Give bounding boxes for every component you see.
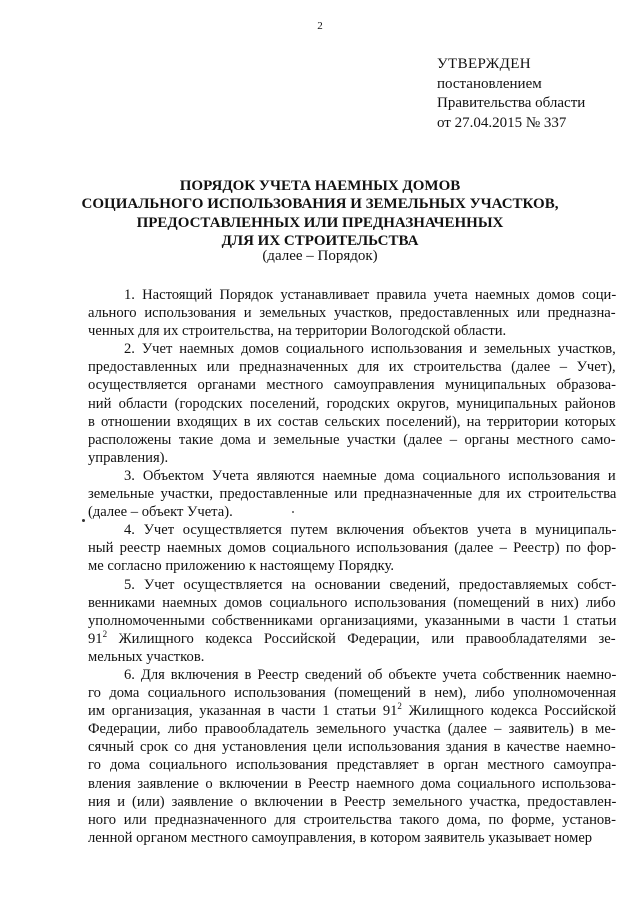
scan-speck xyxy=(292,511,294,513)
paragraph-line: 2. Учет наемных домов социального использования и земельных участков, xyxy=(124,341,616,358)
paragraph-line: 1. Настоящий Порядок устанавливает правила учета наемных домов соци- xyxy=(124,287,617,303)
paragraph xyxy=(88,521,616,575)
title-line: ПРЕДОСТАВЛЕННЫХ ИЛИ ПРЕДНАЗНАЧЕННЫХ xyxy=(136,214,504,231)
paragraph xyxy=(88,286,616,340)
approval-stamp xyxy=(437,55,585,133)
paragraph-line: ме согласно приложению к настоящему Порядку. xyxy=(88,558,394,575)
page-number: 2 xyxy=(317,20,323,32)
paragraph-line: сячный срок со дня установления цели использования здания в качестве наемно- xyxy=(88,739,616,756)
approval-heading: УТВЕРЖДЕН xyxy=(437,56,532,72)
approval-line: Правительства области xyxy=(437,95,586,111)
paragraph-line: управления). xyxy=(88,449,169,466)
approval-line: постановлением xyxy=(437,75,542,92)
paragraph-line: осуществляется органами местного самоуправления муниципальных образова- xyxy=(88,377,617,394)
paragraph-line: ленной органом местного самоуправления, в котором заявитель указывает номер xyxy=(88,829,593,846)
paragraph-line: го дома социального использования представляет в орган местного самоупра- xyxy=(88,757,617,774)
paragraph-line: 3. Объектом Учета являются наемные дома социального использования и xyxy=(124,467,616,484)
paragraph-line: ченных для их строительства, на территории Вологодской области. xyxy=(88,323,507,340)
paragraph-line: ния и (или) заявление о включении в Реестр земельного участка, предоставлен- xyxy=(88,793,617,810)
title-line: СОЦИАЛЬНОГО ИСПОЛЬЗОВАНИЯ И ЗЕМЕЛЬНЫХ УЧАСТКОВ, xyxy=(81,196,559,213)
paragraph xyxy=(88,467,616,521)
margin-dot xyxy=(82,519,85,522)
paragraph-line: ний области (городских поселений, городских округов, муниципальных районов xyxy=(88,395,616,412)
paragraph xyxy=(88,666,616,847)
paragraph-line: венниками наемных домов социального использования (помещений в них) либо xyxy=(88,594,616,611)
paragraph-line: 6. Для включения в Реестр сведений об объекте учета собственник наемно- xyxy=(124,666,617,683)
document-subtitle: (далее – Порядок) xyxy=(262,248,378,264)
paragraph xyxy=(88,340,616,467)
paragraph-line: земельные участки, предоставленные или предназначенные для их строительства xyxy=(88,486,617,503)
paragraph-line: 4. Учет осуществляется путем включения объектов учета в муниципаль- xyxy=(124,522,617,539)
paragraph-line: (далее – объект Учета). xyxy=(88,504,233,521)
paragraph xyxy=(88,576,616,666)
paragraph-line: ный реестр наемных домов социального использования (далее – Реестр) по фор- xyxy=(88,540,617,557)
title-line: ДЛЯ ИХ СТРОИТЕЛЬСТВА xyxy=(221,232,419,249)
approval-date: от 27.04.2015 № 337 xyxy=(437,114,567,131)
paragraph-line: го дома социального использования (помещений в нем), либо уполномоченная xyxy=(88,685,617,702)
paragraph-line: Федерации, либо правообладатель земельного участка (далее – заявитель) в ме- xyxy=(88,721,616,738)
paragraph-line: расположены такие дома и земельные участки (далее – органы местного само- xyxy=(88,431,616,448)
paragraph-line: $91^2$ Жилищного кодекса Российской Федерации, или правообладателями зе- xyxy=(88,628,616,647)
paragraph-line: уполномоченными собственниками организациями, указанными в части 1 статьи xyxy=(88,612,617,629)
paragraph-line: ального использования и земельных участков, предоставленных или предназна- xyxy=(88,305,616,322)
document-title xyxy=(60,177,580,250)
paragraph-line: в отношении входящих в их состав сельских поселений), на территории которых xyxy=(88,413,616,430)
paragraph-line: им организация, указанная в части 1 статьи $91^2$ Жилищного кодекса Российской xyxy=(88,701,617,720)
paragraph-line: ного или предназначенного для строительства такого дома, по форме, установ- xyxy=(88,811,616,828)
paragraph-line: предоставленных или предназначенных для их строительства (далее – Учет), xyxy=(88,359,616,376)
paragraph-line: вления заявление о включении в Реестр наемного дома социального использова- xyxy=(88,775,616,792)
document-body xyxy=(88,286,616,847)
title-line: ПОРЯДОК УЧЕТА НАЕМНЫХ ДОМОВ xyxy=(179,178,461,194)
paragraph-line: 5. Учет осуществляется на основании сведений, предоставляемых собст- xyxy=(124,576,617,593)
paragraph-line: мельных участков. xyxy=(88,648,205,665)
